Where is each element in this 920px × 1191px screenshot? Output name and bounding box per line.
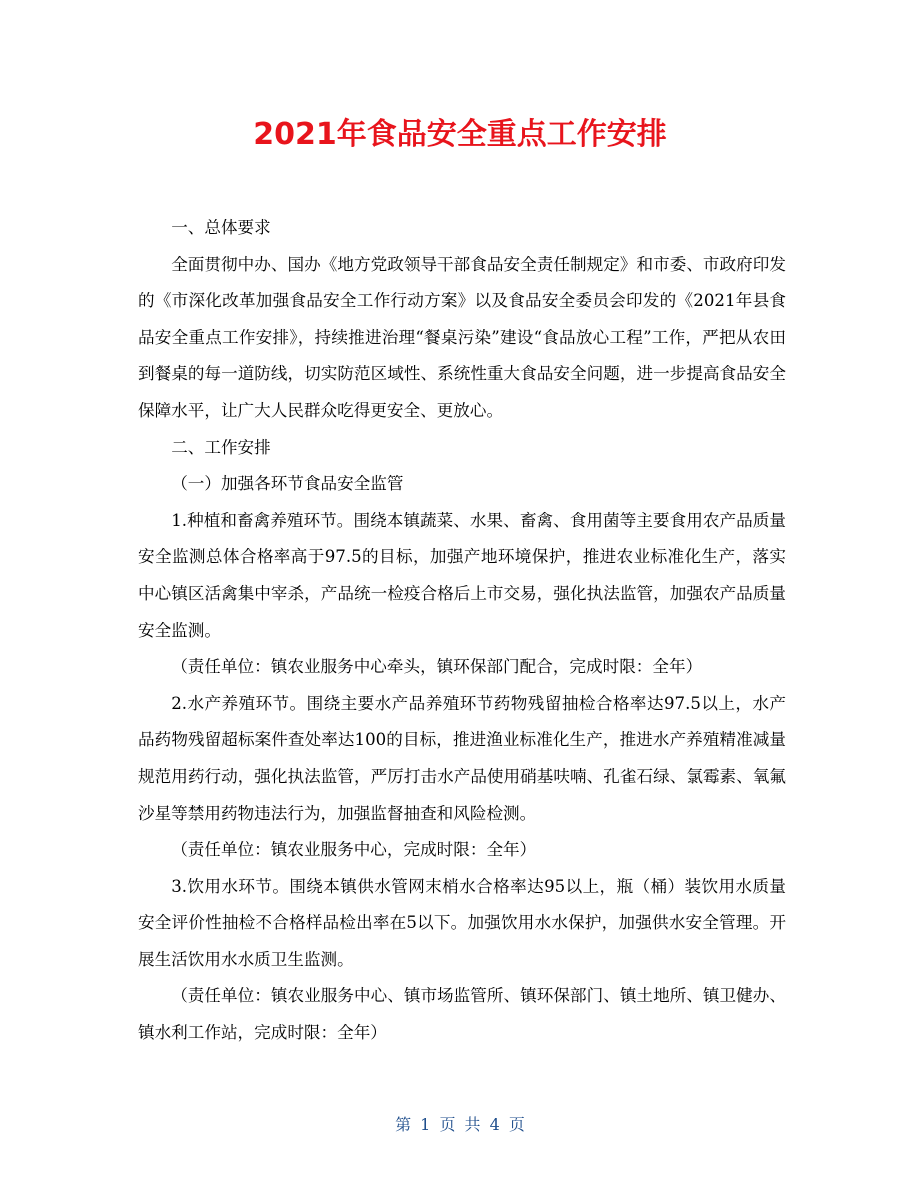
body-paragraph: 1.种植和畜禽养殖环节。围绕本镇蔬菜、水果、畜禽、食用菌等主要食用农产品质量安全监测总体合格率高于97.5的目标，加强产地环境保护，推进农业标准化生产，落实中心镇区活禽集中宰杀，产品统一检疫合格后上市交易，强化执法监管，加强农产品质量安全监测。 — [138, 510, 786, 640]
responsibility-note: （责任单位：镇农业服务中心、镇市场监管所、镇环保部门、镇土地所、镇卫健办、镇水利工作站，完成时限：全年） — [138, 986, 786, 1043]
body-paragraph: 2.水产养殖环节。围绕主要水产品养殖环节药物残留抽检合格率达97.5以上，水产品药物残留超标案件查处率达100的目标，推进渔业标准化生产，推进水产养殖精准减量规范用药行动，强化执法监管，严厉打击水产品使用硝基呋喃、孔雀石绿、氯霉素、氧氟沙星等禁用药物违法行为，加强监督抽查和风险检测。 — [138, 693, 786, 823]
page-footer: 第 1 页 共 4 页 — [395, 1115, 525, 1134]
responsibility-note: （责任单位：镇农业服务中心牵头，镇环保部门配合，完成时限：全年） — [171, 657, 703, 677]
section-heading: 一、总体要求 — [171, 218, 271, 237]
responsibility-note: （责任单位：镇农业服务中心，完成时限：全年） — [171, 840, 537, 860]
section-heading: 二、工作安排 — [171, 437, 271, 457]
document-title: 2021年食品安全重点工作安排 — [253, 117, 667, 152]
body-paragraph: 全面贯彻中办、国办《地方党政领导干部食品安全责任制规定》和市委、市政府印发的《市深化改革加强食品安全工作行动方案》以及食品安全委员会印发的《2021年县食品安全重点工作安排》，持续推进治理“餐桌污染”建设“食品放心工程”工作，严把从农田到餐桌的每一道防线，切实防范区域性、系统性重大食品安全问题，进一步提高食品安全保障水平，让广大人民群众吃得更安全、更放心。 — [138, 254, 786, 420]
document-body — [138, 210, 786, 1052]
subsection-heading: （一）加强各环节食品安全监管 — [171, 474, 404, 494]
body-paragraph: 3.饮用水环节。围绕本镇供水管网末梢水合格率达95以上，瓶（桶）装饮用水质量安全评价性抽检不合格样品检出率在5以下。加强饮用水水保护，加强供水安全管理。开展生活饮用水水质卫生监测。 — [138, 876, 786, 969]
